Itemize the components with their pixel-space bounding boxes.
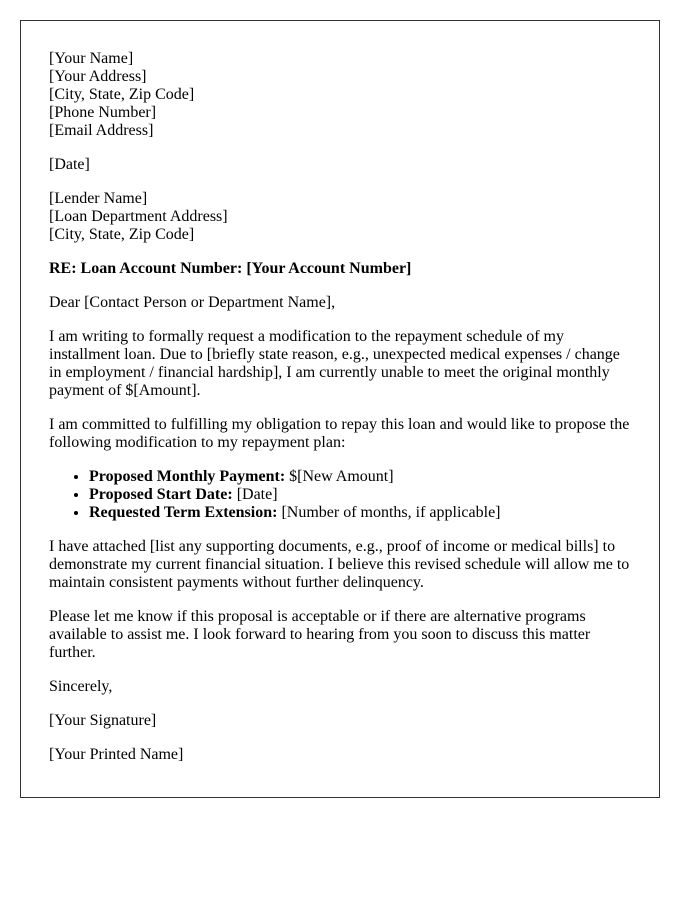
letter-document <box>20 20 660 798</box>
proposal-item-start-date <box>89 486 631 504</box>
proposal-label: Proposed Monthly Payment: <box>89 468 286 485</box>
lender-department-address: [Loan Department Address] <box>49 208 228 225</box>
valediction: Sincerely, <box>49 678 113 695</box>
sender-name: [Your Name] <box>49 50 134 67</box>
proposal-list <box>49 468 631 522</box>
proposal-label: Proposed Start Date: <box>89 486 233 503</box>
proposal-item-term-extension <box>89 504 631 522</box>
sender-block <box>49 50 631 140</box>
paragraph-intro: I am writing to formally request a modification to the repayment schedule of my installment loan. Due to [briefly state reason, e.g., unexpected medical expenses / change in employment / financial hardship], I am currently unable to meet the original monthly payment of $[Amount]. <box>49 328 620 399</box>
letter-date: [Date] <box>49 156 90 173</box>
proposal-item-monthly-payment <box>89 468 631 486</box>
signature: [Your Signature] <box>49 712 157 729</box>
sender-address: [Your Address] <box>49 68 147 85</box>
paragraph-commitment: I am committed to fulfilling my obligation to repay this loan and would like to propose the following modification to my repayment plan: <box>49 416 630 451</box>
proposal-value: $[New Amount] <box>285 468 394 485</box>
proposal-value: [Date] <box>232 486 278 503</box>
sender-city-state-zip: [City, State, Zip Code] <box>49 86 195 103</box>
subject-line: RE: Loan Account Number: [Your Account Number] <box>49 260 412 277</box>
lender-city-state-zip: [City, State, Zip Code] <box>49 226 195 243</box>
sender-email: [Email Address] <box>49 122 154 139</box>
printed-name: [Your Printed Name] <box>49 746 184 763</box>
sender-phone: [Phone Number] <box>49 104 157 121</box>
recipient-block <box>49 190 631 244</box>
proposal-label: Requested Term Extension: <box>89 504 278 521</box>
salutation: Dear [Contact Person or Department Name], <box>49 294 336 311</box>
paragraph-attachments: I have attached [list any supporting documents, e.g., proof of income or medical bills] to demonstrate my current financial situation. I believe this revised schedule will allow me to maintain consistent payments without further delinquency. <box>49 538 630 591</box>
lender-name: [Lender Name] <box>49 190 148 207</box>
paragraph-closing: Please let me know if this proposal is acceptable or if there are alternative programs available to assist me. I look forward to hearing from you soon to discuss this matter further. <box>49 608 591 661</box>
proposal-value: [Number of months, if applicable] <box>277 504 501 521</box>
